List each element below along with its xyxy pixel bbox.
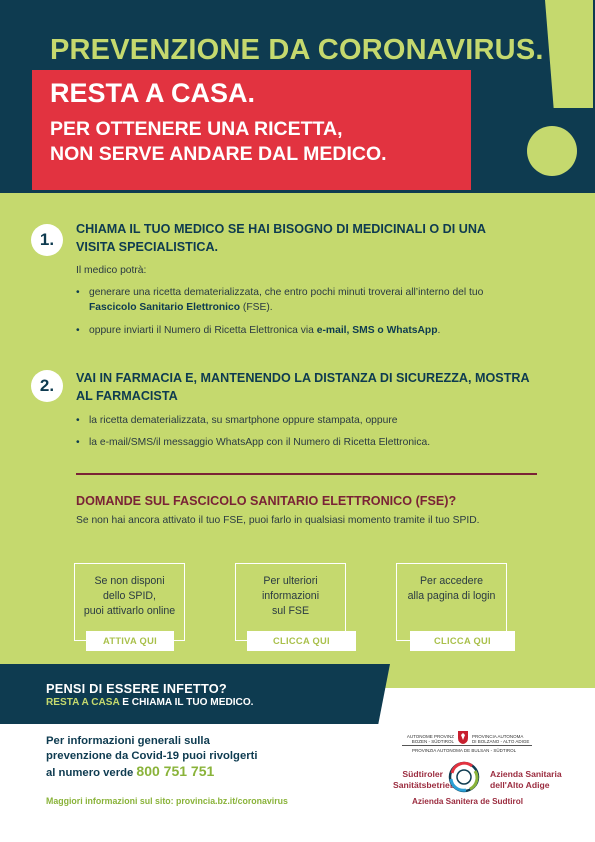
step-2-heading bbox=[76, 369, 556, 405]
banner-heading: RESTA A CASA. bbox=[50, 78, 256, 108]
login-button[interactable]: CLICCA QUI bbox=[410, 631, 515, 651]
bullet-text: . bbox=[437, 325, 441, 336]
health-service-de-name bbox=[393, 769, 456, 791]
info-line: prevenzione da Covid-19 puoi rivolgerti bbox=[46, 750, 258, 762]
spid-info-box bbox=[74, 563, 185, 641]
prov-ladin-text: PROVINZIA AUTONOMA DE BULSAN - SÜDTIROL bbox=[412, 748, 517, 753]
step-2-heading-line2: AL FARMACISTA bbox=[76, 389, 178, 403]
logo-text: BOZEN - SÜDTIROL bbox=[411, 739, 454, 744]
logo-text: Südtiroler bbox=[402, 769, 443, 779]
bullet-bold-text: e-mail, SMS o WhatsApp bbox=[316, 325, 438, 336]
step-1-heading-line2: VISITA SPECIALISTICA. bbox=[76, 240, 219, 254]
logo-text: Azienda Sanitaria bbox=[490, 769, 562, 779]
step-1-heading bbox=[76, 220, 556, 256]
page-title: PREVENZIONE DA CORONAVIRUS. bbox=[50, 34, 544, 66]
box-text: Se non disponi bbox=[94, 575, 165, 587]
section-divider bbox=[76, 473, 537, 475]
activate-spid-button[interactable]: ATTIVA QUI bbox=[86, 631, 174, 651]
box-text: alla pagina di login bbox=[407, 590, 496, 602]
step-1-bullet-1 bbox=[76, 286, 546, 315]
banner-subheading-line1: PER OTTENERE UNA RICETTA, bbox=[50, 118, 343, 140]
box-text: puoi attivarlo online bbox=[83, 605, 176, 617]
box-text: Per accedere bbox=[419, 575, 483, 587]
logo-text: dell'Alto Adige bbox=[490, 780, 550, 790]
stay-home-text: RESTA A CASA bbox=[46, 697, 120, 708]
exclamation-dot-shape bbox=[527, 126, 577, 176]
fse-info-box bbox=[235, 563, 346, 641]
logo-divider bbox=[402, 745, 532, 746]
login-info-box bbox=[396, 563, 507, 641]
box-text: informazioni bbox=[261, 590, 320, 602]
info-line: al numero verde bbox=[46, 767, 137, 779]
bullet-text: oppure inviarti il Numero di Ricetta Elettronica via bbox=[89, 325, 317, 336]
logo-text: PROVINCIA AUTONOMA bbox=[472, 734, 524, 739]
step-2-heading-line1: VAI IN FARMACIA E, MANTENENDO LA DISTANZA DI SICUREZZA, MOSTRA bbox=[76, 371, 530, 385]
bullet-text: generare una ricetta dematerializzata, che entro pochi minuti troverai all’interno del tuo bbox=[89, 287, 484, 298]
prov-left-text bbox=[402, 734, 454, 744]
step-1-intro: Il medico potrà: bbox=[76, 265, 147, 276]
health-service-lad-name: Azienda Sanitera de Sudtirol bbox=[412, 797, 524, 806]
call-doctor-text: E CHIAMA IL TUO MEDICO. bbox=[119, 697, 254, 708]
info-text bbox=[46, 734, 286, 781]
banner-subheading-line2: NON SERVE ANDARE DAL MEDICO. bbox=[50, 143, 387, 165]
fse-heading: DOMANDE SUL FASCICOLO SANITARIO ELETTRONICO (FSE)? bbox=[76, 494, 457, 508]
box-text: Per ulteriori bbox=[263, 575, 318, 587]
bullet-bold-text: Fascicolo Sanitario Elettronico bbox=[89, 301, 241, 313]
info-line: Per informazioni generali sulla bbox=[46, 735, 210, 747]
health-service-logo-icon bbox=[446, 759, 482, 795]
health-service-it-name bbox=[490, 769, 562, 791]
stay-home-banner bbox=[32, 70, 471, 190]
step-1-heading-line1: CHIAMA IL TUO MEDICO SE HAI BISOGNO DI MEDICINALI O DI UNA bbox=[76, 222, 487, 236]
bullet-text: (FSE). bbox=[240, 301, 273, 313]
prov-right-text bbox=[472, 734, 529, 744]
toll-free-number[interactable]: 800 751 751 bbox=[136, 763, 215, 779]
infected-advice bbox=[46, 697, 254, 708]
box-text: dello SPID, bbox=[103, 590, 156, 602]
fse-text: Se non hai ancora attivato il tuo FSE, puoi farlo in qualsiasi momento tramite il tuo SPID. bbox=[76, 515, 480, 526]
step-1-number: 1. bbox=[31, 224, 63, 256]
fse-info-button[interactable]: CLICCA QUI bbox=[247, 631, 356, 651]
step-2-bullet-1: • la ricetta dematerializzata, su smartphone oppure stampata, oppure bbox=[76, 414, 546, 429]
infected-question: PENSI DI ESSERE INFETTO? bbox=[46, 681, 227, 696]
box-text: sul FSE bbox=[271, 605, 310, 617]
more-info-link[interactable]: Maggiori informazioni sul sito: provincia.bz.it/coronavirus bbox=[46, 796, 288, 806]
eagle-shield-icon bbox=[458, 731, 468, 744]
logo-text: DI BOLZANO - ALTO ADIGE bbox=[472, 739, 530, 744]
step-1-bullet-2 bbox=[76, 324, 546, 339]
step-2-number: 2. bbox=[31, 370, 63, 402]
step-2-bullet-2: • la e-mail/SMS/il messaggio WhatsApp con il Numero di Ricetta Elettronica. bbox=[76, 436, 546, 451]
logo-text: AUTONOME PROVINZ bbox=[406, 734, 454, 739]
logo-text: Sanitätsbetrieb bbox=[393, 780, 456, 790]
